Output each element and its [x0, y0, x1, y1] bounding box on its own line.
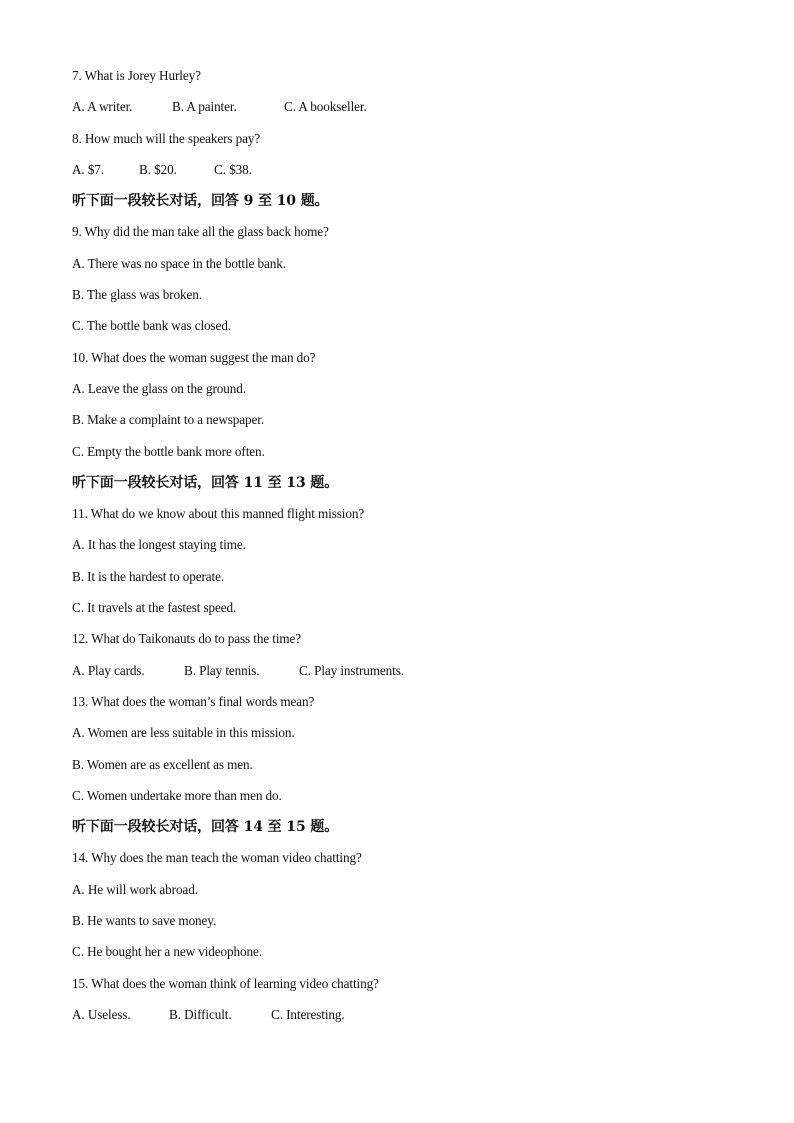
option-10a: A. Leave the glass on the ground. — [72, 380, 246, 396]
exam-page — [72, 64, 722, 1034]
option-13a: A. Women are less suitable in this mission. — [72, 725, 295, 741]
question-7: 7. What is Jorey Hurley? — [72, 68, 201, 83]
section-heading-14-15: 听下面一段较长对话，回答 14 至 15 题。 — [72, 819, 339, 836]
question-12: 12. What do Taikonauts do to pass the time? — [72, 631, 302, 647]
option-11a: A. It has the longest staying time. — [72, 537, 246, 553]
option-7b: B. A painter. — [172, 99, 237, 115]
option-8c: C. $38. — [214, 161, 252, 177]
option-8a: A. $7. — [72, 161, 105, 177]
section-heading-11-13: 听下面一段较长对话，回答 11 至 13 题。 — [72, 474, 339, 491]
option-15a: A. Useless. — [72, 1006, 131, 1022]
option-7c: C. A bookseller. — [284, 99, 367, 115]
option-14c: C. He bought her a new videophone. — [72, 944, 262, 960]
question-7-options — [72, 95, 722, 126]
option-9c: C. The bottle bank was closed. — [72, 318, 232, 334]
option-10c: C. Empty the bottle bank more often. — [72, 443, 265, 459]
question-13: 13. What does the woman’s final words mean? — [72, 693, 315, 709]
option-12b: B. Play tennis. — [184, 662, 260, 678]
section-heading-9-10: 听下面一段较长对话，回答 9 至 10 题。 — [72, 193, 329, 210]
option-14b: B. He wants to save money. — [72, 913, 217, 929]
question-12-options — [72, 659, 722, 690]
option-14a: A. He will work abroad. — [72, 881, 198, 897]
option-15c: C. Interesting. — [271, 1006, 345, 1022]
option-9b: B. The glass was broken. — [72, 287, 202, 303]
option-15b: B. Difficult. — [169, 1006, 232, 1022]
question-9: 9. Why did the man take all the glass back home? — [72, 224, 329, 240]
question-15: 15. What does the woman think of learning video chatting? — [72, 975, 379, 991]
option-11b: B. It is the hardest to operate. — [72, 568, 225, 584]
option-10b: B. Make a complaint to a newspaper. — [72, 412, 265, 428]
option-7a: A. A writer. — [72, 99, 133, 115]
option-13b: B. Women are as excellent as men. — [72, 756, 253, 772]
question-8: 8. How much will the speakers pay? — [72, 130, 261, 146]
question-14: 14. Why does the man teach the woman video chatting? — [72, 850, 362, 866]
option-9a: A. There was no space in the bottle bank. — [72, 255, 286, 271]
option-12c: C. Play instruments. — [299, 662, 404, 678]
option-12a: A. Play cards. — [72, 662, 145, 678]
question-15-options — [72, 1003, 722, 1034]
question-11: 11. What do we know about this manned flight mission? — [72, 506, 365, 522]
option-11c: C. It travels at the fastest speed. — [72, 600, 237, 616]
option-13c: C. Women undertake more than men do. — [72, 787, 282, 803]
question-8-options — [72, 158, 722, 189]
question-10: 10. What does the woman suggest the man do? — [72, 349, 316, 365]
option-8b: B. $20. — [139, 161, 177, 177]
